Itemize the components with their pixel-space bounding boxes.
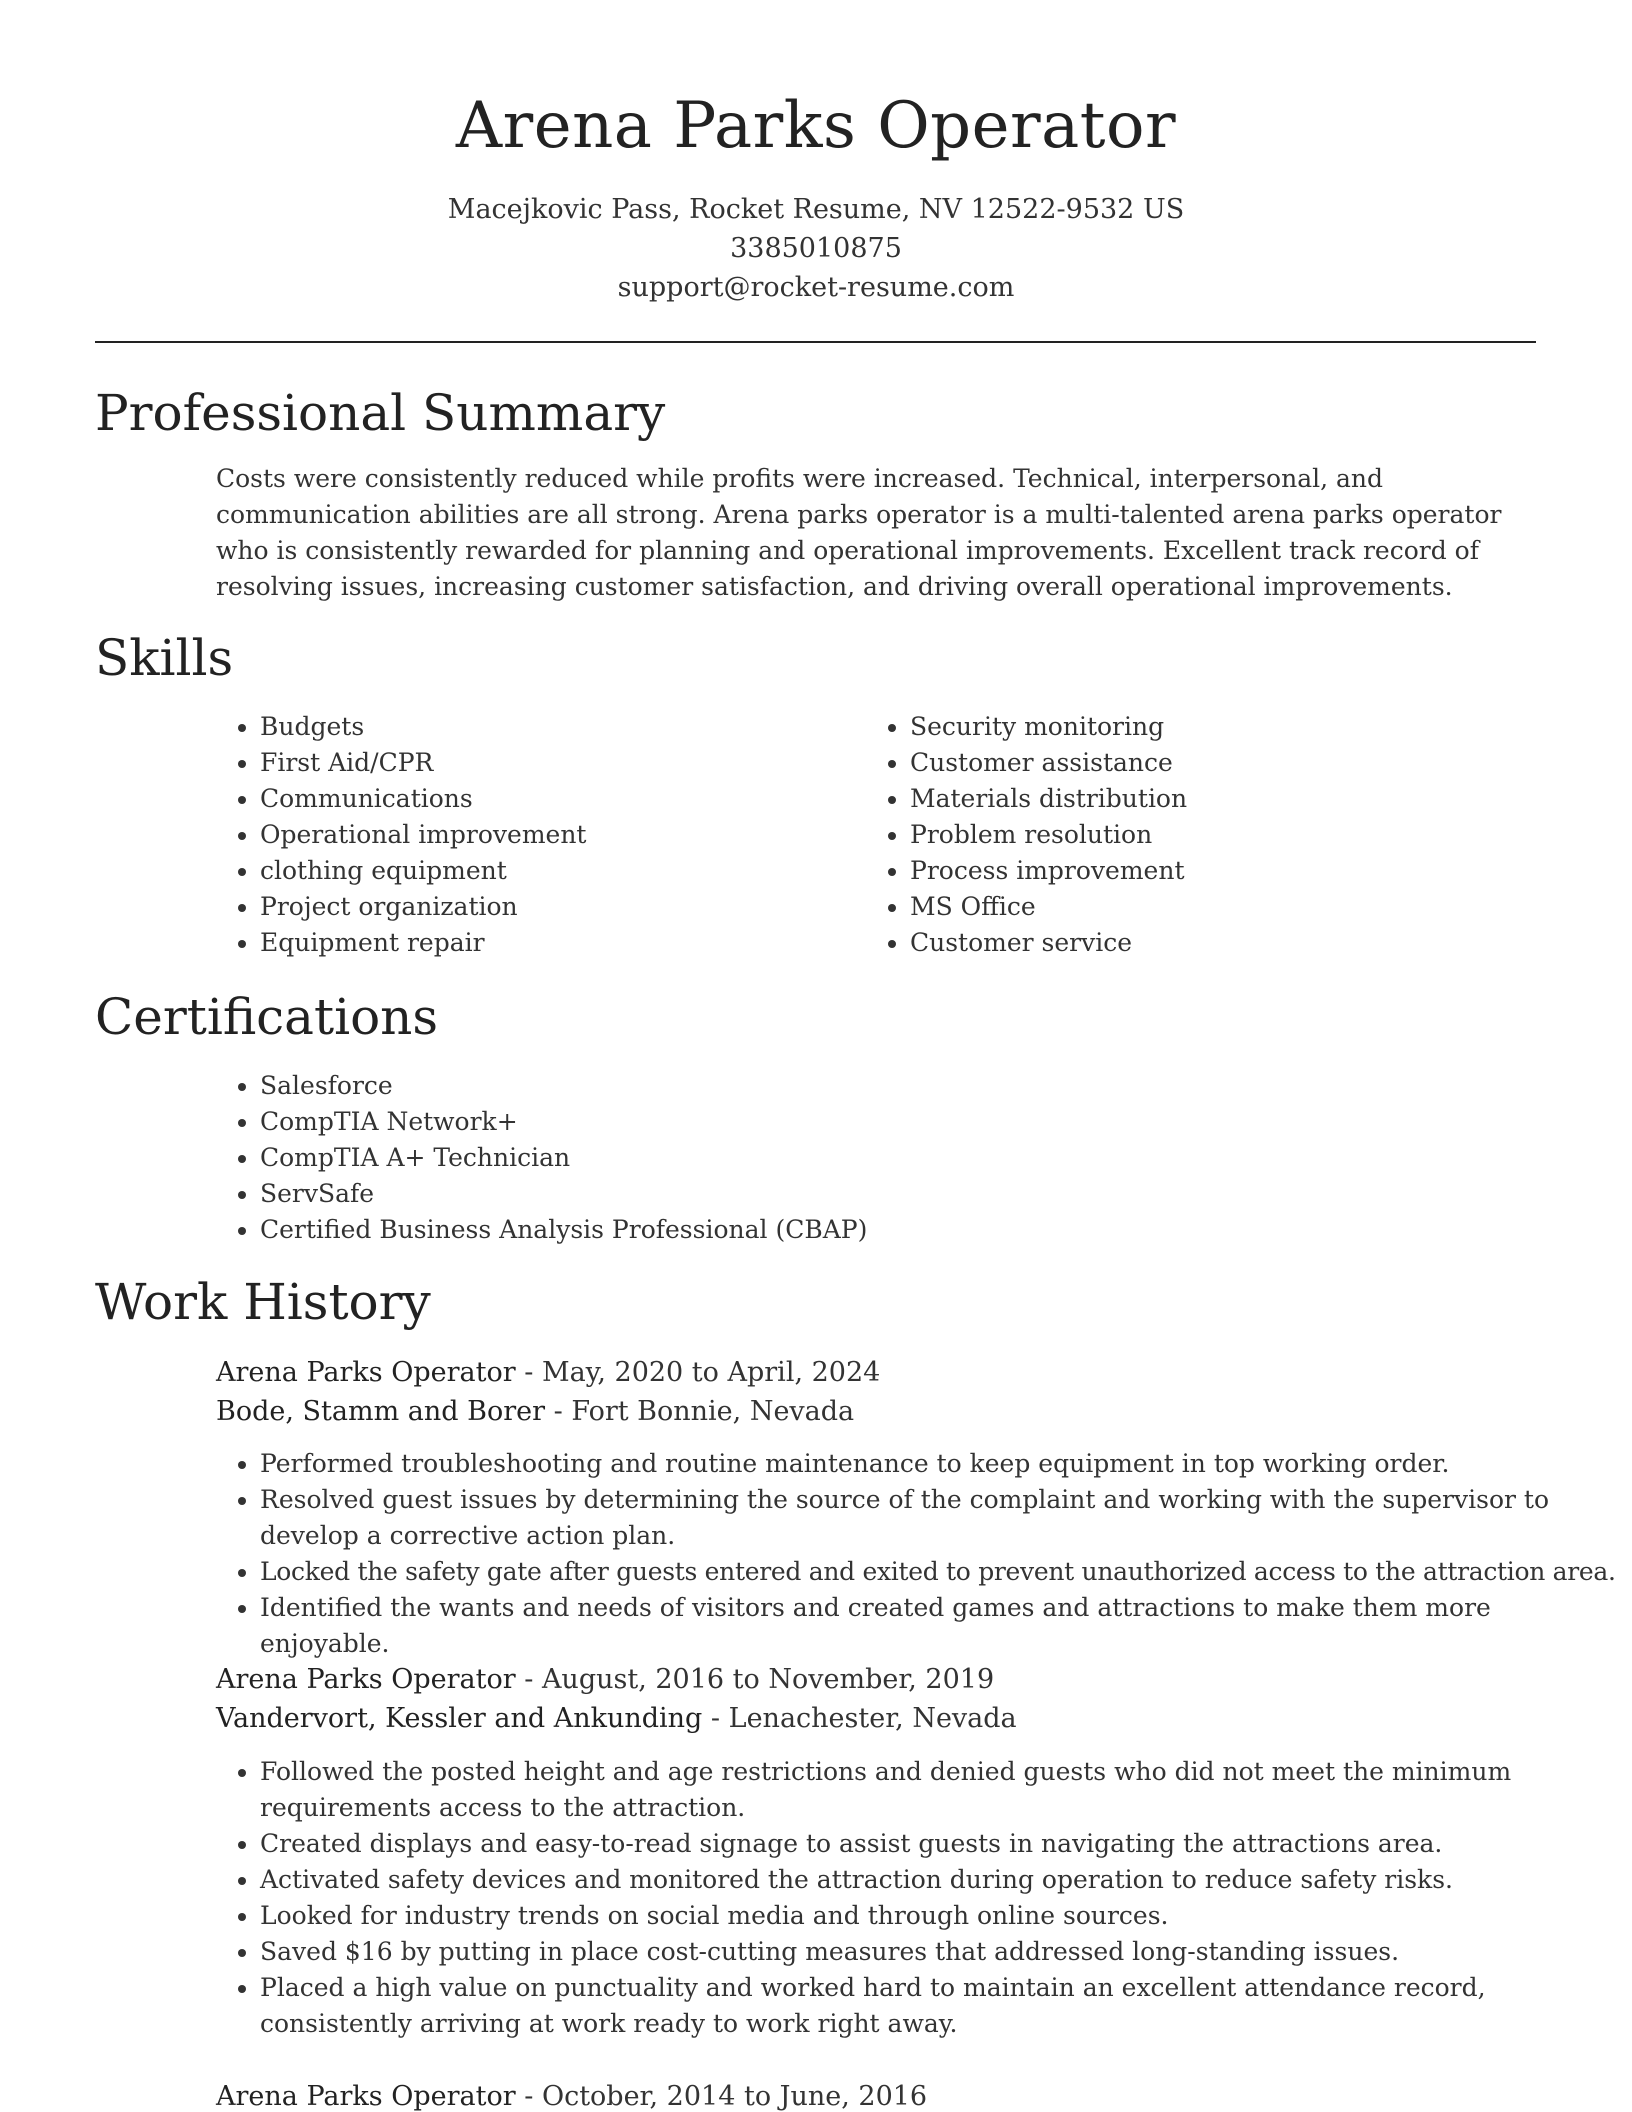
job-bullet: • Performed troubleshooting and routine maintenance to keep equipment in top working order. [260, 1446, 1590, 1482]
certification-item: • CompTIA A+ Technician [260, 1140, 1580, 1176]
skill-item: • Materials distribution [910, 781, 1510, 817]
skills-list-right [866, 709, 1510, 961]
skill-item: • Problem resolution [910, 817, 1510, 853]
job-bullets [216, 1754, 1550, 2042]
candidate-name: Arena Parks Operator [455, 89, 1177, 163]
job-company-line [216, 1699, 1017, 1738]
certifications-heading: Certifications [95, 988, 439, 1046]
header-divider [95, 341, 1536, 343]
skills-heading: Skills [95, 629, 234, 687]
contact-block [0, 190, 1632, 307]
job-company-line [216, 1392, 854, 1431]
job-bullet: • Placed a high value on punctuality and worked hard to maintain an excellent attendance record, consistently arriving at work ready to work right away. [260, 1970, 1550, 2042]
job-bullet: • Identified the wants and needs of visitors and created games and attractions to make them more enjoyable. [260, 1590, 1590, 1662]
skill-item: • First Aid/CPR [260, 745, 820, 781]
job-dates: May, 2020 to April, 2024 [541, 1357, 881, 1388]
job-company: Vandervort, Kessler and Ankunding [216, 1703, 703, 1734]
job-position: Arena Parks Operator [216, 2081, 516, 2112]
skill-item: • Operational improvement [260, 817, 820, 853]
job-separator: - [553, 1396, 572, 1427]
job-position: Arena Parks Operator [216, 1357, 516, 1388]
contact-email: support@rocket-resume.com [617, 272, 1015, 303]
skill-item: • Customer assistance [910, 745, 1510, 781]
job-bullet: • Followed the posted height and age restrictions and denied guests who did not meet the minimum requirements access to the attraction. [260, 1754, 1550, 1826]
job-separator: - [524, 1664, 542, 1695]
contact-address: Macejkovic Pass, Rocket Resume, NV 12522-9532 US [447, 194, 1185, 225]
job-company: Bode, Stamm and Borer [216, 1396, 545, 1427]
job-title-line [216, 1353, 880, 1392]
certifications-list [216, 1068, 1580, 1248]
job-location: Fort Bonnie, Nevada [571, 1396, 855, 1427]
work-history-heading: Work History [95, 1273, 431, 1331]
job-bullet: • Locked the safety gate after guests entered and exited to prevent unauthorized access to the attraction area. [260, 1554, 1590, 1590]
skill-item: • Process improvement [910, 853, 1510, 889]
job-bullet: • Looked for industry trends on social media and through online sources. [260, 1898, 1550, 1934]
skill-item: • Communications [260, 781, 820, 817]
skill-item: • Project organization [260, 889, 820, 925]
job-position: Arena Parks Operator [216, 1664, 516, 1695]
contact-phone: 3385010875 [730, 233, 902, 264]
job-separator: - [524, 1357, 542, 1388]
skill-item: • Equipment repair [260, 925, 820, 961]
certification-item: • ServSafe [260, 1176, 1580, 1212]
job-location: Lenachester, Nevada [728, 1703, 1017, 1734]
job-bullets [216, 1446, 1616, 1662]
job-bullet: • Created displays and easy-to-read signage to assist guests in navigating the attractions area. [260, 1826, 1550, 1862]
certification-item: • CompTIA Network+ [260, 1104, 1580, 1140]
job-bullet: • Resolved guest issues by determining the source of the complaint and working with the supervisor to develop a corrective action plan. [260, 1482, 1590, 1554]
skill-item: • clothing equipment [260, 853, 820, 889]
skill-item: • Budgets [260, 709, 820, 745]
certification-item: • Certified Business Analysis Professional (CBAP) [260, 1212, 1580, 1248]
skill-item: • Security monitoring [910, 709, 1510, 745]
job-title-line [216, 2077, 927, 2112]
skill-item: • Customer service [910, 925, 1510, 961]
job-dates: October, 2014 to June, 2016 [541, 2081, 928, 2112]
summary-text: Costs were consistently reduced while profits were increased. Technical, interpersonal, and communication abilities are all strong. Arena parks operator is a multi-talented arena parks operator who is consistently rewarded for planning and operational improvements. Excellent track record of resolving issues, increasing customer satisfaction, and driving overall operational improvements. [216, 464, 1502, 601]
job-dates: August, 2016 to November, 2019 [541, 1664, 995, 1695]
summary-heading: Professional Summary [95, 384, 666, 442]
job-separator: - [710, 1703, 729, 1734]
certification-item: • Salesforce [260, 1068, 1580, 1104]
job-title-line [216, 1660, 994, 1699]
job-bullet: • Activated safety devices and monitored the attraction during operation to reduce safety risks. [260, 1862, 1550, 1898]
skills-list-left [216, 709, 820, 961]
job-bullet: • Saved $16 by putting in place cost-cutting measures that addressed long-standing issues. [260, 1934, 1550, 1970]
skill-item: • MS Office [910, 889, 1510, 925]
job-separator: - [524, 2081, 542, 2112]
